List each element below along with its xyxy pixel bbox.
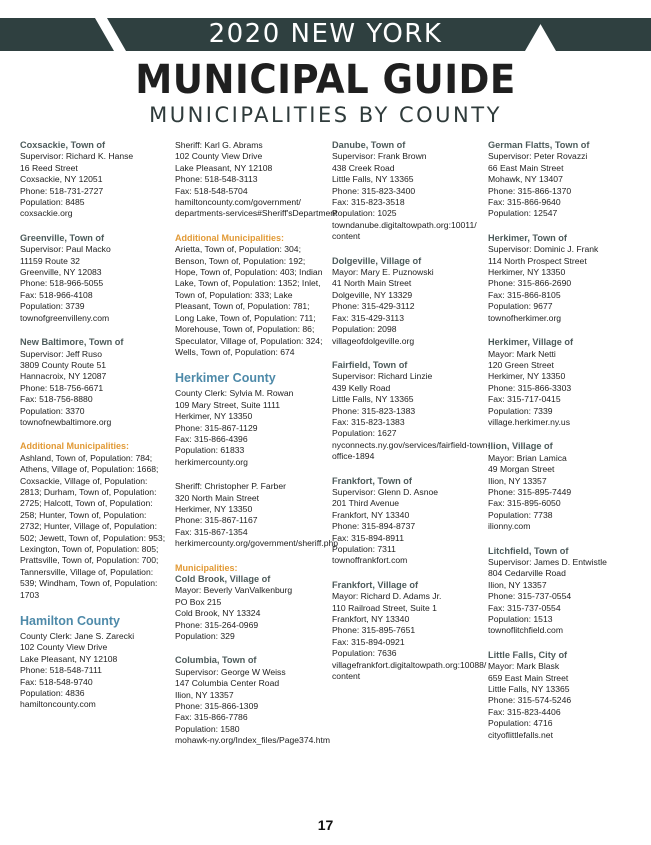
entry-line: Supervisor: Frank Brown — [332, 151, 427, 162]
entry-line: Population: 3739 — [20, 301, 85, 312]
entry-line: Fax: 518-756-8880 — [20, 394, 93, 405]
entry-title: Columbia, Town of — [175, 655, 257, 666]
entry-line: Dolgeville, NY 13329 — [332, 289, 413, 300]
entry-line: Phone: 315-866-1370 — [488, 185, 572, 196]
entry-line: Population: 1627 — [332, 428, 397, 439]
entry-line: 120 Green Street — [488, 359, 554, 370]
entry-line: Phone: 315-823-3400 — [332, 185, 416, 196]
entry-line: 804 Cedarville Road — [488, 568, 566, 579]
entry-line: Supervisor: Dominic J. Frank — [488, 244, 599, 255]
entry-line: Herkimer, NY 13350 — [175, 411, 253, 422]
entry-line: Population: 7311 — [332, 544, 396, 554]
sheriff-block — [175, 140, 338, 220]
column-4 — [488, 140, 638, 754]
entry-line: Frankfort, NY 13340 — [332, 509, 410, 520]
entry-line: Little Falls, NY 13365 — [488, 684, 570, 695]
entry-title: Fairfield, Town of — [332, 359, 408, 370]
entry-line: Supervisor: George W Weiss — [175, 666, 286, 677]
additional-heading: Additional Municipalities: — [175, 232, 285, 243]
entry-line: Population: 7738 — [488, 509, 553, 520]
entry-line: 109 Mary Street, Suite 1111 — [175, 399, 281, 410]
entry-line: Population: 9677 — [488, 301, 553, 312]
entry-line: Fax: 518-966-4108 — [20, 289, 93, 300]
entry-title: Frankfort, Village of — [332, 579, 419, 590]
entry-line: Phone: 518-756-6671 — [20, 382, 104, 393]
municipality-entry — [488, 441, 638, 532]
page-number: 17 — [317, 817, 334, 833]
entry-line: Lake Pleasant, NY 12108 — [175, 162, 273, 173]
entry-line: Fax: 315-866-9640 — [488, 197, 561, 208]
entry-line: Population: 7636 — [332, 648, 397, 659]
entry-line: County Clerk: Jane S. Zarecki — [20, 631, 135, 642]
entry-title: Dolgeville, Village of — [332, 255, 422, 266]
county-heading: Herkimer County — [175, 371, 276, 386]
entry-line: Phone: 315-867-1167 — [175, 515, 258, 526]
entry-website[interactable]: departments-services#Sheriff'sDepartment — [175, 208, 338, 219]
entry-line: Population: 12547 — [488, 208, 558, 219]
entry-line: Fax: 315-866-8105 — [488, 289, 561, 300]
entry-website[interactable]: office-1894 — [332, 451, 375, 462]
municipality-entry — [20, 140, 170, 220]
municipality-entry — [488, 546, 638, 637]
entry-line: Phone: 518-731-2727 — [20, 185, 104, 196]
entry-line: Fax: 518-548-9740 — [20, 676, 93, 687]
page-subtitle: MUNICIPALITIES BY COUNTY — [149, 103, 502, 127]
entry-line: 320 North Main Street — [175, 492, 260, 503]
entry-line: Herkimer, NY 13350 — [175, 503, 253, 514]
entry-line: Fax: 518-548-5704 — [175, 185, 248, 196]
entry-title: Litchfield, Town of — [488, 545, 569, 556]
entry-line: Mayor: Beverly VanValkenburg — [175, 585, 293, 596]
entry-title: Herkimer, Village of — [488, 337, 574, 348]
entry-line: Supervisor: Jeff Ruso — [20, 348, 102, 359]
entry-line: Supervisor: Glenn D. Asnoe — [332, 486, 439, 497]
entry-title: Little Falls, City of — [488, 649, 568, 660]
column-3 — [332, 140, 491, 695]
entry-line: Frankfort, NY 13340 — [332, 614, 410, 625]
municipality-entry — [175, 574, 325, 642]
entry-website[interactable]: townoffrankfort.com — [332, 555, 408, 566]
entry-line: Phone: 315-894-8737 — [332, 521, 416, 532]
municipality-entry — [488, 650, 638, 741]
entry-line: Population: 2098 — [332, 324, 397, 335]
entry-line: Population: 329 — [175, 631, 235, 642]
entry-line: Fax: 315-429-3113 — [332, 312, 404, 323]
entry-website[interactable]: village.herkimer.ny.us — [488, 416, 570, 427]
entry-line: Hannacroix, NY 12087 — [20, 371, 107, 382]
column-2 — [175, 140, 339, 760]
entry-line: Herkimer, NY 13350 — [488, 267, 566, 278]
entry-line: Population: 3370 — [20, 405, 85, 416]
entry-title: Coxsackie, Town of — [20, 140, 106, 150]
entry-line: Phone: 315-866-1309 — [175, 701, 259, 712]
entry-line: Sheriff: Christopher P. Farber — [175, 481, 286, 492]
entry-website[interactable]: cityoflittlefalls.net — [488, 729, 553, 740]
entry-website[interactable]: hamiltoncounty.com — [20, 699, 96, 710]
entry-line: Fax: 315-894-8911 — [332, 532, 404, 543]
entry-website[interactable]: content — [332, 671, 361, 682]
entry-line: Phone: 518-548-3113 — [175, 174, 258, 185]
entry-line: Phone: 315-574-5246 — [488, 695, 572, 706]
entry-website[interactable]: ilionny.com — [488, 521, 531, 532]
entry-line: Cold Brook, NY 13324 — [175, 608, 261, 619]
additional-heading: Additional Municipalities: — [20, 441, 130, 452]
entry-line: Sheriff: Karl G. Abrams — [175, 140, 263, 150]
entry-website[interactable]: nyconnects.ny.gov/services/fairfield-town- — [332, 439, 491, 450]
entry-line: 147 Columbia Center Road — [175, 678, 280, 689]
entry-line: Fax: 315-894-0921 — [332, 636, 405, 647]
entry-line: Fax: 315-866-7786 — [175, 712, 248, 723]
entry-line: Ilion, NY 13357 — [488, 475, 547, 486]
entry-website[interactable]: townofherkimer.org — [488, 312, 562, 323]
entry-line: Fax: 315-895-6050 — [488, 498, 561, 509]
entry-line: Little Falls, NY 13365 — [332, 174, 414, 185]
entry-website[interactable]: towndanube.digitaltowpath.org:10011/ — [332, 219, 477, 230]
municipality-entry — [488, 233, 638, 324]
municipality-entry — [20, 337, 170, 428]
entry-line: 102 County View Drive — [175, 151, 263, 162]
entry-line: 11159 Route 32 — [20, 255, 80, 266]
entry-line: 41 North Main Street — [332, 278, 412, 289]
entry-website[interactable]: villagefrankfort.digitaltowpath.org:10088/ — [332, 659, 487, 670]
entry-line: Fax: 315-737-0554 — [488, 602, 561, 613]
county-block — [175, 371, 325, 468]
entry-website[interactable]: townofnewbaltimore.org — [20, 416, 112, 427]
entry-line: 3809 County Route 51 — [20, 359, 107, 370]
entry-line: Population: 61833 — [175, 445, 245, 456]
entry-line: 66 East Main Street — [488, 162, 564, 173]
entry-line: Phone: 315-264-0969 — [175, 619, 259, 630]
entry-line: Phone: 518-966-5055 — [20, 278, 104, 289]
entry-title: Ilion, Village of — [488, 441, 553, 452]
entry-line: 201 Third Avenue — [332, 498, 400, 509]
entry-line: Lake Pleasant, NY 12108 — [20, 653, 118, 664]
additional-text: Arietta, Town of, Population: 304; Benson, Town of, Population: 192; Hope, Town of, Population: 403; Indian Lake, Town of, Population: 1352; Inlet, Town of, Population: 333; Lake Pleasant, Town of, Population: 781; Long Lake, Town of, Population: 711; Morehouse, Town of, Population: 86; Speculator, Village of, Population: 324; Wells, Town of, Population: 674 — [175, 244, 323, 357]
entry-website[interactable]: content — [332, 231, 361, 242]
entry-line: Phone: 315-737-0554 — [488, 591, 572, 602]
entry-title: Frankfort, Town of — [332, 475, 412, 486]
municipalities-heading: Municipalities: — [175, 562, 238, 573]
additional-municipalities — [20, 441, 170, 601]
entry-line: Population: 7339 — [488, 405, 553, 416]
municipality-entry — [332, 579, 487, 683]
entry-line: Population: 4836 — [20, 688, 85, 699]
entry-line: 102 County View Drive — [20, 642, 108, 653]
entry-line: 439 Kelly Road — [332, 382, 391, 393]
entry-line: Mohawk, NY 13407 — [488, 174, 563, 185]
entry-website[interactable]: townoflitchfield.com — [488, 625, 563, 636]
entry-line: 16 Reed Street — [20, 162, 78, 173]
entry-line: 659 East Main Street — [488, 672, 569, 683]
entry-website[interactable]: villageofdolgeville.org — [332, 335, 415, 346]
entry-line: Phone: 315-866-2690 — [488, 278, 572, 289]
entry-line: Mayor: Mark Blask — [488, 661, 560, 672]
entry-line: PO Box 215 — [175, 596, 222, 607]
entry-line: Phone: 315-895-7449 — [488, 486, 572, 497]
entry-line: Fax: 315-866-4396 — [175, 433, 248, 444]
header-banner — [0, 18, 651, 51]
entry-title: Danube, Town of — [332, 140, 406, 150]
municipality-entry — [488, 337, 638, 428]
entry-line: Population: 1580 — [175, 723, 240, 734]
entry-website[interactable]: townofgreenvilleny.com — [20, 312, 110, 323]
entry-line: Phone: 518-548-7111 — [20, 665, 102, 676]
entry-line: Coxsackie, NY 12051 — [20, 174, 103, 185]
entry-line: Population: 1513 — [488, 614, 553, 625]
municipality-entry — [332, 140, 482, 243]
municipality-entry — [488, 140, 638, 220]
entry-website[interactable]: hamiltoncounty.com/government/ — [175, 197, 301, 208]
entry-title: Herkimer, Town of — [488, 232, 567, 243]
sheriff-block — [175, 481, 339, 549]
entry-line: Supervisor: Peter Rovazzi — [488, 151, 588, 162]
municipality-entry — [332, 476, 482, 567]
municipality-entry — [175, 655, 331, 746]
entry-line: Phone: 315-429-3112 — [332, 301, 415, 312]
entry-line: Supervisor: Richard Linzie — [332, 371, 433, 382]
county-block — [20, 614, 170, 711]
entry-line: Ilion, NY 13357 — [488, 579, 547, 590]
entry-line: Phone: 315-867-1129 — [175, 422, 258, 433]
additional-text: Ashland, Town of, Population: 784; Athens, Village of, Population: 1668; Coxsackie, Village of, Population: 2813; Durham, Town of, Population: 2725; Halcott, Town of, Population: 258; Hunter, Town of, Population: 2732; Hunter, Village of, Population: 502; Jewett, Town of, Population: 953; Lexington, Town of, Population: 805; Prattsville, Town of, Population: 700; Tannersville, Village of, Population: 539; Windham, Town of, Population: 1703 — [20, 452, 166, 600]
entry-line: Supervisor: Paul Macko — [20, 244, 111, 255]
county-heading: Hamilton County — [20, 614, 120, 629]
entry-line: Herkimer, NY 13350 — [488, 371, 566, 382]
entry-line: Supervisor: James D. Entwistle — [488, 557, 607, 567]
entry-line: Greenville, NY 12083 — [20, 267, 102, 278]
entry-line: Mayor: Mark Netti — [488, 348, 556, 359]
entry-line: Mayor: Richard D. Adams Jr. — [332, 591, 442, 602]
entry-title: German Flatts, Town of — [488, 140, 590, 150]
entry-line: Fax: 315-867-1354 — [175, 526, 248, 537]
entry-line: Population: 1025 — [332, 208, 397, 219]
entry-website[interactable]: herkimercounty.org/government/sheriff.php — [175, 538, 339, 549]
entry-line: Fax: 315-823-3518 — [332, 197, 405, 208]
entry-line: 438 Creek Road — [332, 162, 395, 173]
entry-line: Phone: 315-866-3303 — [488, 382, 572, 393]
entry-line: Little Falls, NY 13365 — [332, 394, 414, 405]
entry-line: 49 Morgan Street — [488, 464, 555, 475]
column-1 — [20, 140, 170, 724]
entry-line: 114 North Prospect Street — [488, 255, 587, 266]
entry-line: Fax: 315-823-4406 — [488, 706, 561, 717]
municipalities-heading-block — [175, 563, 325, 574]
entry-line: Phone: 315-823-1383 — [332, 405, 416, 416]
entry-line: Supervisor: Richard K. Hanse — [20, 151, 134, 162]
municipality-entry — [20, 233, 170, 324]
entry-title: Greenville, Town of — [20, 232, 105, 243]
page-title: MUNICIPAL GUIDE — [135, 57, 516, 103]
entry-line: Population: 4716 — [488, 718, 553, 729]
additional-municipalities — [175, 233, 325, 358]
entry-title: New Baltimore, Town of — [20, 337, 124, 348]
entry-website[interactable]: herkimercounty.org — [175, 456, 248, 467]
municipality-entry — [332, 359, 491, 463]
banner-title: 2020 NEW YORK — [208, 19, 443, 49]
entry-title: Cold Brook, Village of — [175, 574, 271, 584]
entry-line: Fax: 315-717-0415 — [488, 394, 561, 405]
entry-line: Population: 8485 — [20, 197, 85, 208]
entry-line: Phone: 315-895-7651 — [332, 625, 416, 636]
entry-website[interactable]: coxsackie.org — [20, 208, 73, 219]
entry-line: Mayor: Mary E. Puznowski — [332, 267, 434, 278]
entry-line: County Clerk: Sylvia M. Rowan — [175, 388, 294, 399]
entry-line: Mayor: Brian Lamica — [488, 452, 567, 463]
municipality-entry — [332, 256, 482, 347]
entry-line: 110 Railroad Street, Suite 1 — [332, 602, 437, 613]
entry-website[interactable]: mohawk-ny.org/Index_files/Page374.htm — [175, 735, 331, 746]
entry-line: Ilion, NY 13357 — [175, 689, 234, 700]
entry-line: Fax: 315-823-1383 — [332, 416, 405, 427]
